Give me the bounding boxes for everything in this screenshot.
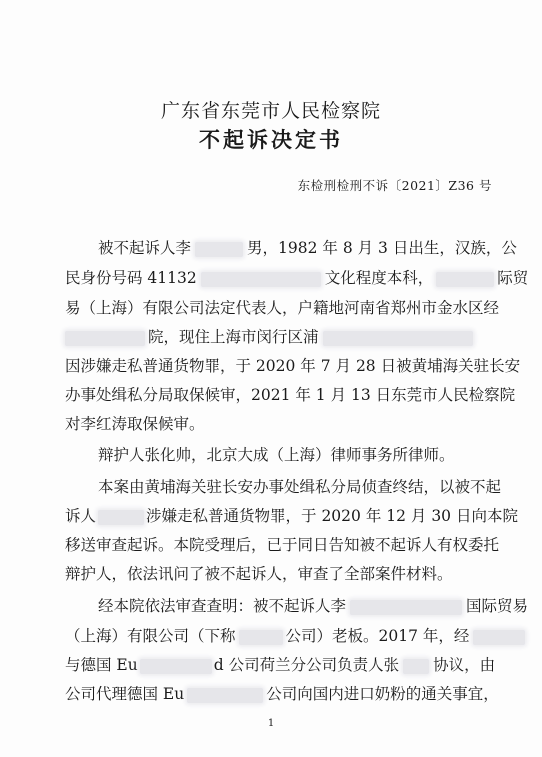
text-span: 男，1982 年 8 月 3 日出生，汉族，公 [247, 239, 517, 257]
redacted-block [403, 659, 429, 674]
p1-line-4 [65, 327, 473, 347]
redacted-block [195, 242, 243, 257]
redacted-block [65, 331, 145, 346]
p4-line-4 [65, 684, 499, 704]
text-span: 文化程度本科， [324, 269, 434, 287]
text-span: 经本院依法审查查明：被不起诉人李 [98, 597, 347, 615]
p1-line-7: 对李红涛取保候审。 [65, 415, 205, 433]
p1-line-3: 易（上海）有限公司法定代表人，户籍地河南省郑州市金水区经 [65, 299, 500, 317]
text-span: 公司代理德国 Eu [65, 685, 185, 703]
redacted-block [350, 600, 462, 615]
text-span: 协议，由 [433, 656, 496, 674]
redacted-block [436, 272, 494, 287]
text-span: 际贸 [497, 269, 529, 287]
redacted-block [473, 630, 525, 645]
p1-line-6: 办事处缉私分局取保候审，2021 年 1 月 13 日东莞市人民检察院 [65, 386, 516, 404]
text-span: 民身份号码 41132 [65, 269, 197, 287]
redacted-block [323, 331, 473, 346]
text-span: 国际贸易 [466, 597, 529, 615]
p1-line-1 [98, 238, 517, 258]
redacted-block [239, 630, 283, 645]
p4-line-2 [65, 626, 525, 646]
p3-line-3: 移送审查起诉。本院受理后，已于同日告知被不起诉人有权委托 [65, 536, 500, 554]
document-title: 不起诉决定书 [199, 127, 343, 152]
text-span: d 公司荷兰分公司负责人张 [213, 656, 400, 674]
redacted-block [187, 688, 263, 703]
p4-line-1 [98, 596, 528, 616]
text-span: （上海）有限公司（下称 [65, 627, 236, 645]
text-span: 诉人 [65, 507, 97, 525]
redacted-block [98, 510, 144, 525]
p3-line-4: 辩护人，依法讯问了被不起诉人，审查了全部案件材料。 [65, 565, 453, 583]
p1-line-2 [65, 268, 528, 288]
p4-line-3 [65, 655, 495, 675]
document-number: 东检刑检刑不诉〔2021〕Z36 号 [297, 178, 492, 193]
p3-line-1: 本案由黄埔海关驻长安办事处缉私分局侦查终结，以被不起 [98, 478, 502, 496]
text-span: 与德国 Eu [65, 656, 138, 674]
page-number: 1 [267, 718, 275, 729]
redacted-block [201, 272, 321, 287]
redacted-block [140, 659, 212, 674]
text-span: 被不起诉人李 [98, 239, 192, 257]
p3-line-2 [65, 506, 518, 526]
text-span: 涉嫌走私普通货物罪，于 2020 年 12 月 30 日向本院 [146, 507, 518, 525]
text-span: 公司）老板。2017 年，经 [285, 627, 470, 645]
text-span: 院，现住上海市闵行区浦 [148, 328, 319, 346]
p1-line-5: 因涉嫌走私普通货物罪，于 2020 年 7 月 28 日被黄埔海关驻长安 [65, 357, 521, 375]
text-span: 公司向国内进口奶粉的通关事宜， [266, 685, 499, 703]
p2-line-1: 辩护人张化帅，北京大成（上海）律师事务所律师。 [98, 446, 455, 464]
issuing-organization: 广东省东莞市人民检察院 [160, 100, 381, 122]
